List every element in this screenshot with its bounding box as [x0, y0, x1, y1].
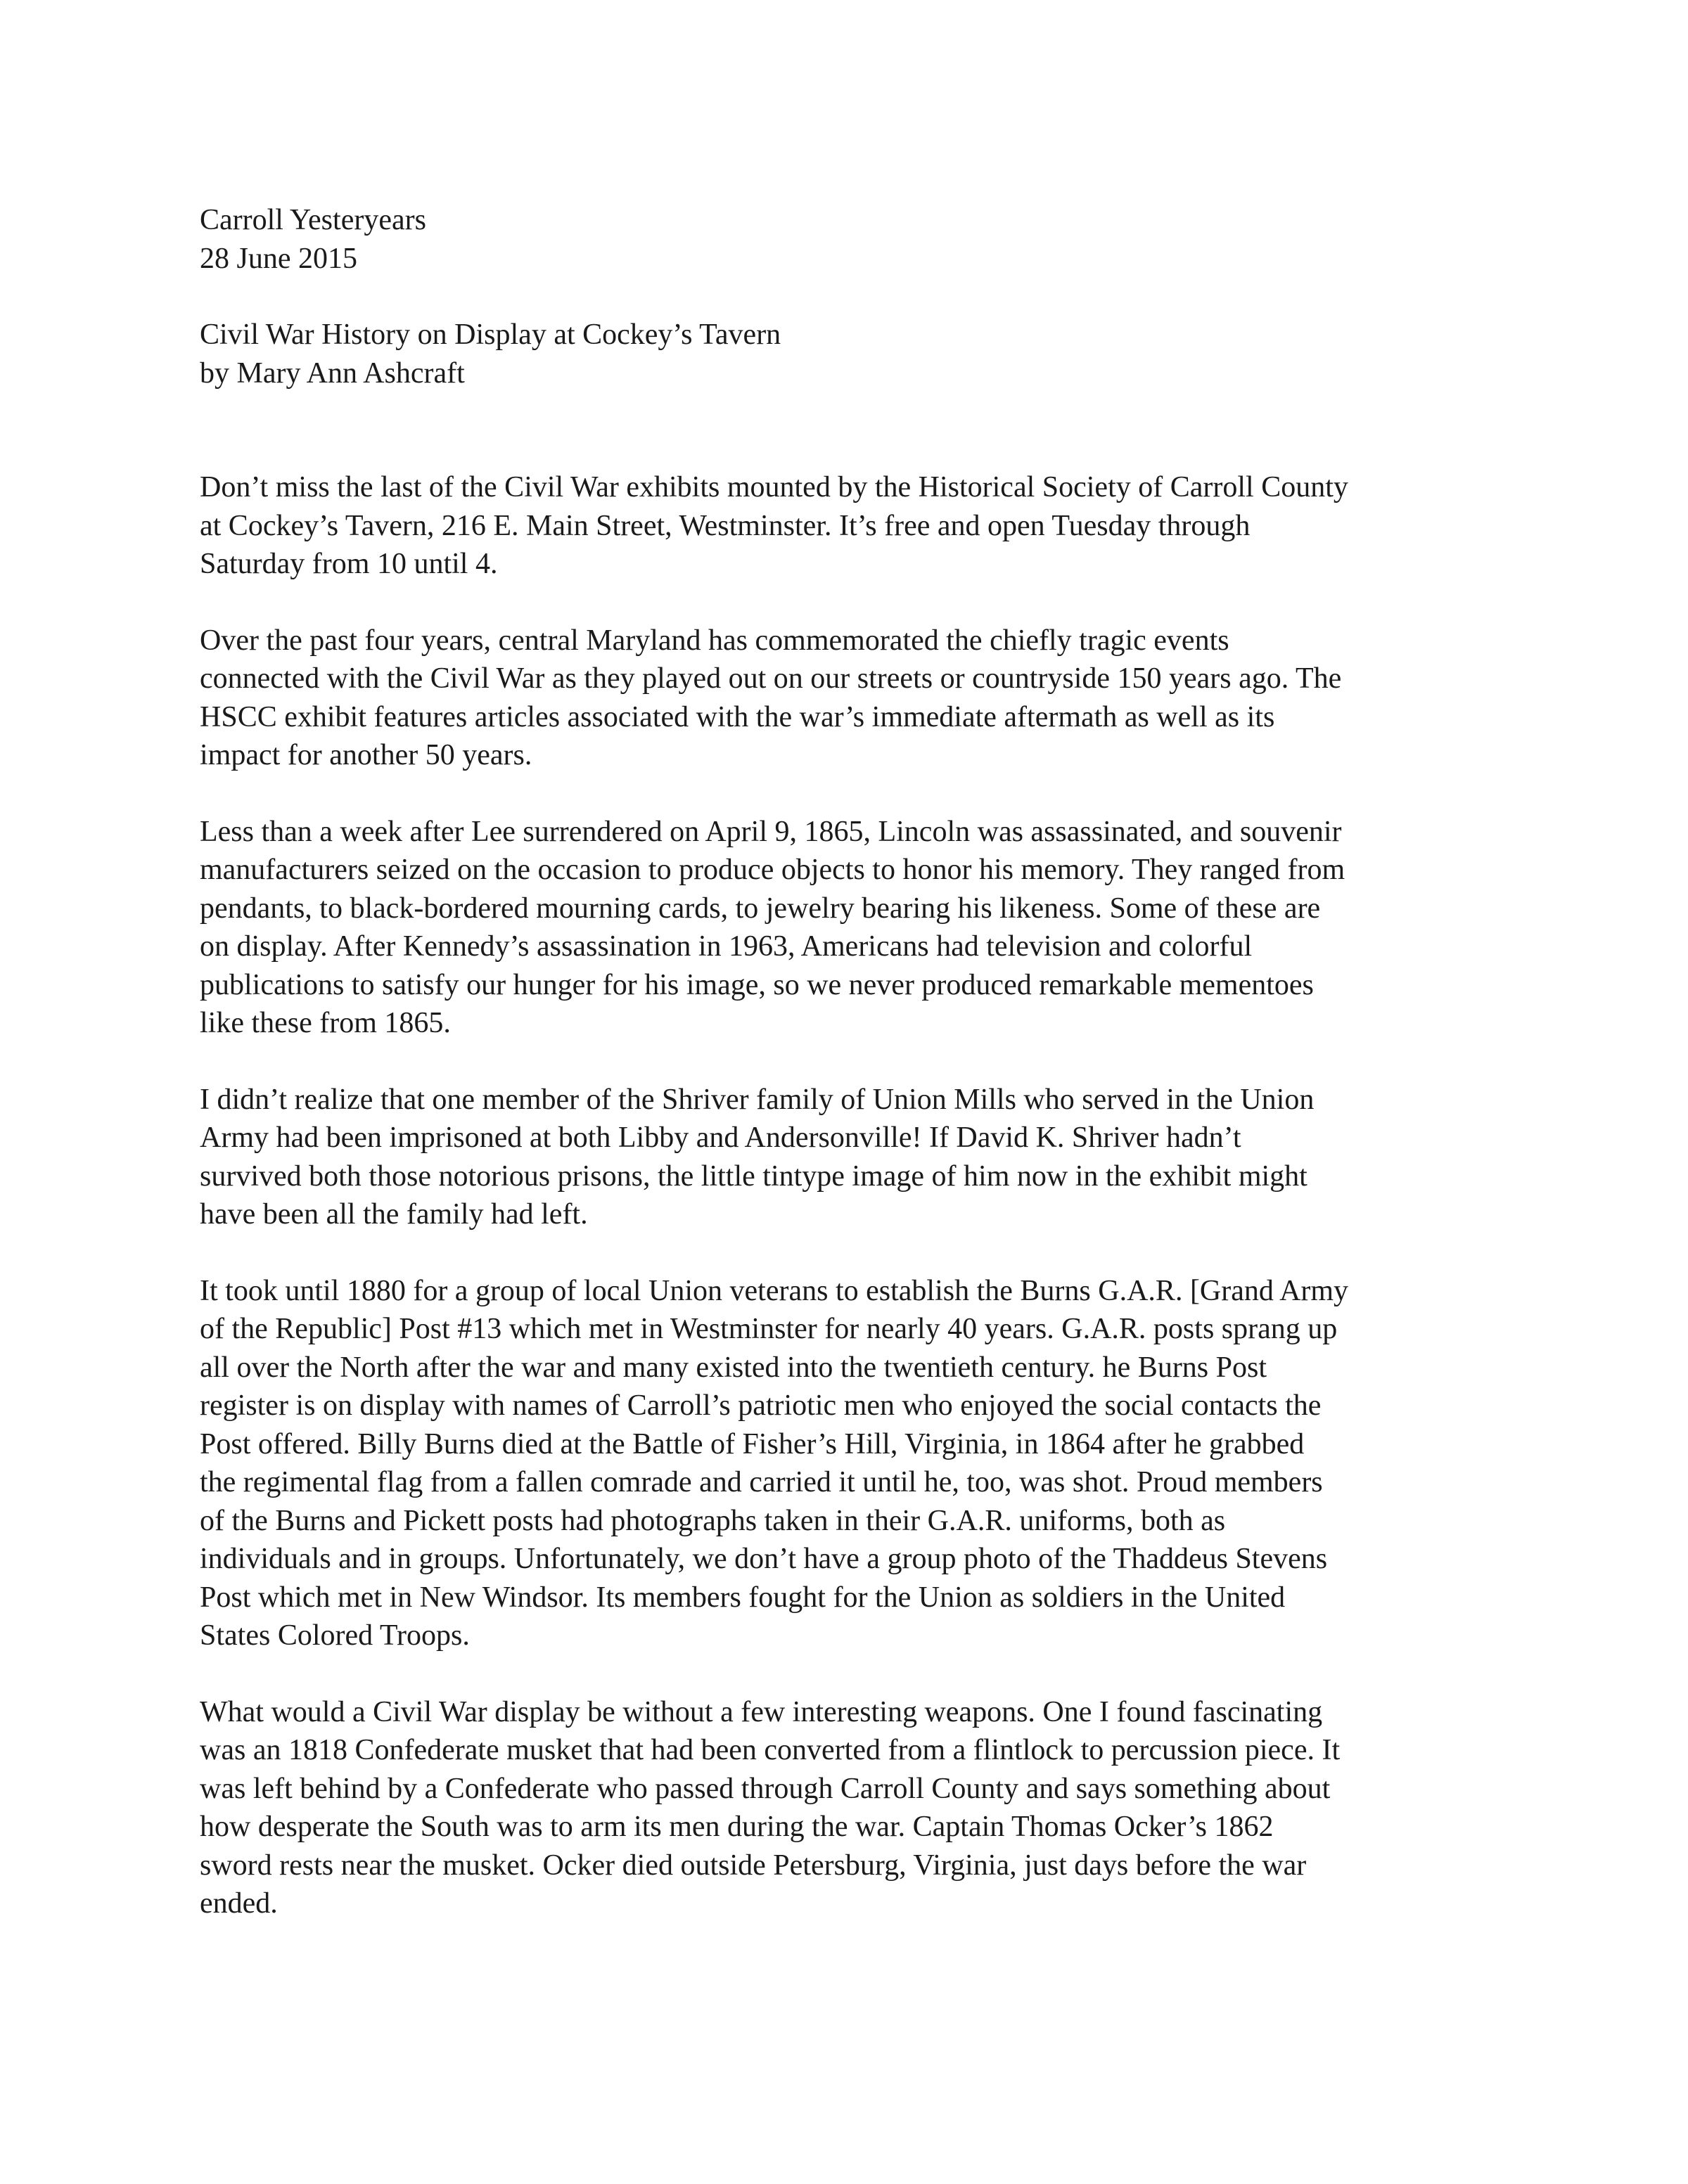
- paragraph-line: Don’t miss the last of the Civil War exhibits mounted by the Historical Society of Carroll County: [200, 471, 1348, 503]
- paragraph-line: pendants, to black-bordered mourning cards, to jewelry bearing his likeness. Some of these are: [200, 892, 1321, 925]
- paragraph-line: Less than a week after Lee surrendered on April 9, 1865, Lincoln was assassinated, and souvenir: [200, 815, 1342, 848]
- paragraph-line: HSCC exhibit features articles associated with the war’s immediate aftermath as well as its: [200, 700, 1275, 733]
- paragraph-line: have been all the family had left.: [200, 1198, 588, 1231]
- paragraph-line: at Cockey’s Tavern, 216 E. Main Street, Westminster. It’s free and open Tuesday through: [200, 509, 1251, 542]
- paragraph-line: Post which met in New Windsor. Its members fought for the Union as soldiers in the United: [200, 1581, 1286, 1614]
- paragraph-line: publications to satisfy our hunger for his image, so we never produced remarkable mementoes: [200, 968, 1314, 1001]
- paragraph: [200, 622, 1522, 775]
- paragraph-line: It took until 1880 for a group of local Union veterans to establish the Burns G.A.R. [Grand Army: [200, 1274, 1349, 1307]
- paragraph: [200, 1272, 1522, 1655]
- paragraph-line: individuals and in groups. Unfortunately, we don’t have a group photo of the Thaddeus Stevens: [200, 1543, 1328, 1575]
- paragraph-line: impact for another 50 years.: [200, 739, 532, 771]
- article-content: [200, 201, 1522, 1961]
- paragraph-line: What would a Civil War display be without a few interesting weapons. One I found fascinating: [200, 1695, 1323, 1728]
- paragraph-line: was an 1818 Confederate musket that had been converted from a flintlock to percussion piece. It: [200, 1734, 1341, 1766]
- title-block: [200, 316, 1522, 392]
- paragraph-line: all over the North after the war and many existed into the twentieth century. he Burns Post: [200, 1351, 1267, 1384]
- paragraph-line: survived both those notorious prisons, the little tintype image of him now in the exhibit might: [200, 1160, 1307, 1193]
- paragraph-line: I didn’t realize that one member of the Shriver family of Union Mills who served in the Union: [200, 1083, 1315, 1116]
- paragraph-line: Army had been imprisoned at both Libby and Andersonville! If David K. Shriver hadn’t: [200, 1122, 1241, 1154]
- paragraph-line: connected with the Civil War as they played out on our streets or countryside 150 years ago. The: [200, 662, 1342, 695]
- paragraph: [200, 1081, 1522, 1234]
- article-body: [200, 468, 1522, 1923]
- paragraph-line: Over the past four years, central Maryland has commemorated the chiefly tragic events: [200, 624, 1229, 657]
- paragraph-line: was left behind by a Confederate who passed through Carroll County and says something about: [200, 1772, 1331, 1805]
- paragraph: [200, 468, 1522, 584]
- paragraph-line: of the Republic] Post #13 which met in Westminster for nearly 40 years. G.A.R. posts sprang up: [200, 1313, 1338, 1345]
- paragraph-line: ended.: [200, 1887, 278, 1920]
- publication-date: 28 June 2015: [200, 242, 357, 275]
- paragraph: [200, 813, 1522, 1043]
- paragraph-line: register is on display with names of Carroll’s patriotic men who enjoyed the social contacts the: [200, 1389, 1322, 1422]
- paragraph-line: sword rests near the musket. Ocker died outside Petersburg, Virginia, just days before the war: [200, 1849, 1307, 1882]
- article-title: Civil War History on Display at Cockey’s Tavern: [200, 319, 781, 351]
- paragraph-line: Saturday from 10 until 4.: [200, 548, 498, 580]
- paragraph-line: of the Burns and Pickett posts had photographs taken in their G.A.R. uniforms, both as: [200, 1504, 1226, 1537]
- article-byline: by Mary Ann Ashcraft: [200, 356, 465, 390]
- publication-name: Carroll Yesteryears: [200, 204, 426, 236]
- paragraph-line: States Colored Troops.: [200, 1619, 470, 1652]
- paragraph: [200, 1693, 1522, 1923]
- paragraph-line: Post offered. Billy Burns died at the Battle of Fisher’s Hill, Virginia, in 1864 after he grabbed: [200, 1427, 1305, 1460]
- paragraph-line: the regimental flag from a fallen comrade and carried it until he, too, was shot. Proud members: [200, 1466, 1323, 1498]
- article-header: [200, 201, 1522, 278]
- paragraph-line: like these from 1865.: [200, 1007, 451, 1039]
- paragraph-line: on display. After Kennedy’s assassination in 1963, Americans had television and colorful: [200, 930, 1253, 963]
- paragraph-line: how desperate the South was to arm its men during the war. Captain Thomas Ocker’s 1862: [200, 1811, 1274, 1843]
- paragraph-line: manufacturers seized on the occasion to produce objects to honor his memory. They ranged from: [200, 854, 1345, 886]
